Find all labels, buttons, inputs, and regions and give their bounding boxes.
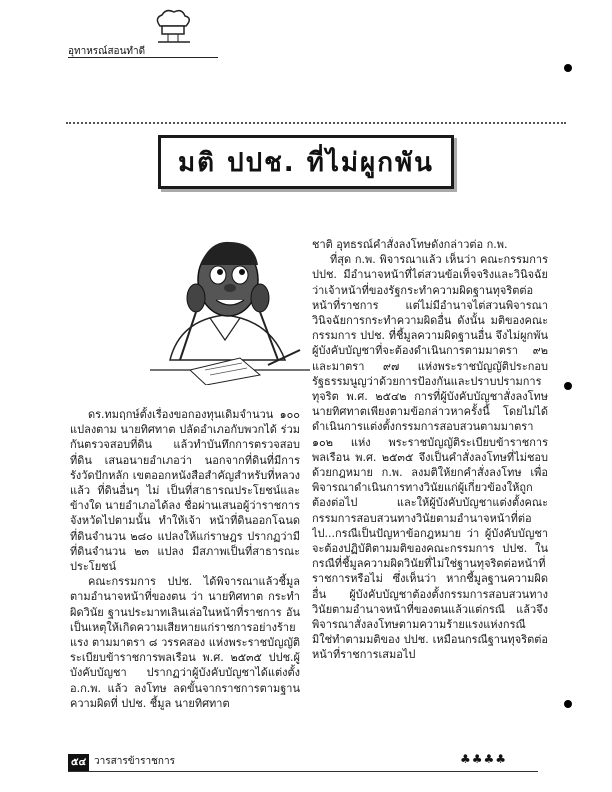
article-title-box bbox=[158, 135, 454, 189]
article-paragraph: ดร.ทมฤกษ์ตั้งเรื่องขอกองทุนเดิมจำนวน ๑๐๐ แปลงตาม นายทิศทาต ปลัดอำเภอกับพวกได้ ร่วมกันตรวจสอบที่ดิน แล้วทำบันทึกการตรวจสอบที่ดิน เสนอนายอำเภอว่า นอกจากที่ดินที่มีการรังวัดปักหลัก เขตออกหนังสือสำคัญสำหรับที่หลวงแล้ว ที่ดินอื่นๆ ไม่ เป็นที่สาธารณประโยชน์และข้างใด นายอำเภอได้ลง ชื่อผ่านเสนอผู้ว่าราชการจังหวัดไปตามนั้น ทำให้เจ้า หน้าที่ดินออกโฉนดที่ดินจำนวน ๒๘๐ แปลงให้แก่ราษฎร ปรากฏว่ามีที่ดินจำนวน ๒๓ แปลง มีสภาพเป็นที่สาธารณะประโยชน์ bbox=[70, 408, 300, 574]
article-paragraph: คณะกรรมการ ปปช. ได้พิจารณาแล้วชี้มูลตามอำนาจหน้าที่ของตน ว่า นายทิศทาต กระทำผิดวินัย ฐานประมาทเลินเล่อในหน้าที่ราชการ อันเป็นเหตุให้เกิดความเสียหายแก่ราชการอย่างร้ายแรง ตามมาตรา ๘ วรรคสอง แห่งพระราชบัญญัติระเบียบข้าราชการพลเรือน พ.ศ. ๒๕๓๕ ปปช.ผู้บังคับบัญชา ปรากฏว่าผู้บังคับบัญชาได้แต่งตั้ง อ.ก.พ. แล้ว ลงโทษ ลดขั้นจากราชการตามฐานความผิดที่ ปปช. ชี้มูล นายทิศทาต bbox=[70, 575, 300, 710]
section-title: อุทาหรณ์สอนทำดี bbox=[68, 46, 146, 57]
binding-hole-dot bbox=[564, 382, 572, 390]
end-of-article-mark: ♣♣♣♣ bbox=[460, 752, 508, 766]
header-divider bbox=[68, 57, 218, 58]
page-number: ๕๔ bbox=[68, 754, 89, 771]
article-left-column bbox=[70, 407, 300, 747]
worried-man-illustration bbox=[150, 220, 310, 385]
article-title: มติ ปปช. ที่ไม่ผูกพัน bbox=[178, 147, 434, 178]
dotted-divider bbox=[66, 122, 566, 124]
article-right-column bbox=[312, 237, 548, 757]
article-paragraph: ชาติ อุทธรณ์คำสั่งลงโทษดังกล่าวต่อ ก.พ. bbox=[312, 238, 508, 251]
footer-divider bbox=[68, 771, 538, 772]
binding-hole-dot bbox=[564, 64, 572, 72]
binding-hole-dot bbox=[564, 700, 572, 708]
chef-hat-icon bbox=[150, 8, 196, 48]
publication-name: วารสารข้าราชการ bbox=[94, 756, 175, 767]
article-paragraph: ที่สุด ก.พ. พิจารณาแล้ว เห็นว่า คณะกรรมการ ปปช. มีอำนาจหน้าที่ไต่สวนข้อเท็จจริงและวินิจฉัยว่าเจ้าหน้าที่ของรัฐกระทำความผิดฐานทุจริตต่อหน้าที่ราชการ แต่ไม่มีอำนาจไต่สวนพิจารณาวินิจฉัยการกระทำความผิดอื่น ดังนั้น มติของคณะกรรมการ ปปช. ที่ชี้มูลความผิดฐานอื่น จึงไม่ผูกพันผู้บังคับบัญชาที่จะต้องดำเนินการตามมาตรา ๙๒ และมาตรา ๙๗ แห่งพระราชบัญญัติประกอบรัฐธรรมนูญว่าด้วยการป้องกันและปราบปรามการทุจริต พ.ศ. ๒๕๔๒ การที่ผู้บังคับบัญชาสั่งลงโทษนายทิศทาตเพียงตามข้อกล่าวหาครั้งนี้ โดยไม่ได้ดำเนินการแต่งตั้งกรรมการสอบสวนตามมาตรา ๑๐๒ แห่ง พระราชบัญญัติระเบียบข้าราชการพลเรือน พ.ศ. ๒๕๓๕ จึงเป็นคำสั่งลงโทษที่ไม่ชอบด้วยกฎหมาย ก.พ. ลงมติให้ยกคำสั่งลงโทษ เพื่อพิจารณาดำเนินการทางวินัยแก่ผู้เกี่ยวข้องให้ถูกต้องต่อไป และให้ผู้บังคับบัญชาแต่งตั้งคณะกรรมการสอบสวนทางวินัยตามอำนาจหน้าที่ต่อไป...กรณีเป็นปัญหาข้อกฎหมาย ว่า ผู้บังคับบัญชาจะต้องปฏิบัติตามมติของคณะกรรมการ ปปช. ในกรณีที่ชี้มูลความผิดวินัยที่ไม่ใช่ฐานทุจริตต่อหน้าที่ราชการหรือไม่ ซึ่งเห็นว่า หากชี้มูลฐานความผิดอื่น ผู้บังคับบัญชาต้องตั้งกรรมการสอบสวนทางวินัยตามอำนาจหน้าที่ของตนแล้วแต่กรณี แล้วจึงพิจารณาสั่งลงโทษตามความร้ายแรงแห่งกรณี มิใช่ทำตามมติของ ปปช. เหมือนกรณีฐานทุจริตต่อหน้าที่ราชการเสมอไป bbox=[312, 253, 548, 662]
